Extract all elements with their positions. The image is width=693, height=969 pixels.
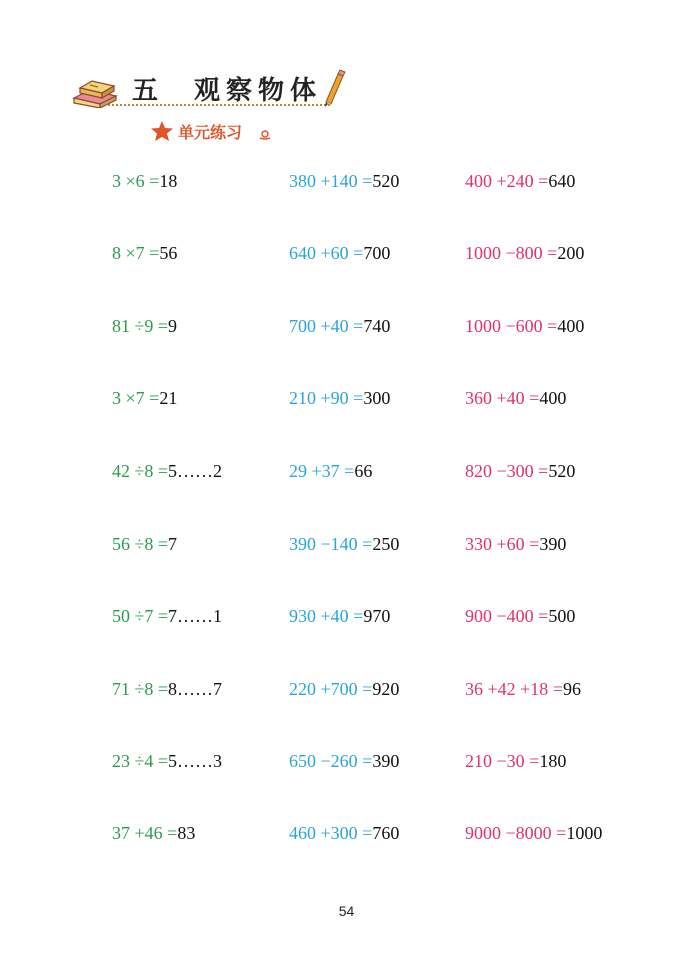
chapter-header [72, 66, 362, 116]
exercise-row [0, 746, 693, 776]
exercise-item [289, 311, 390, 341]
exercise-item [112, 818, 195, 848]
expression: 390 −140 = [289, 534, 373, 554]
answer: 400 [539, 388, 567, 408]
star-icon [150, 120, 174, 142]
exercise-row [0, 529, 693, 559]
answer: 250 [372, 534, 400, 554]
exercise-item [465, 601, 575, 631]
expression: 210 +90 = [289, 388, 364, 408]
expression: 37 +46 = [112, 823, 178, 843]
exercise-item [289, 383, 390, 413]
answer: 700 [363, 243, 391, 263]
page-number: 54 [338, 903, 355, 919]
exercise-row [0, 238, 693, 268]
answer: 96 [562, 679, 581, 699]
exercise-item [289, 601, 390, 631]
exercise-item [289, 529, 399, 559]
exercise-row [0, 383, 693, 413]
expression: 900 −400 = [465, 606, 549, 626]
expression: 360 +40 = [465, 388, 540, 408]
section-label: 单元练习 [178, 123, 243, 142]
answer: 83 [177, 823, 196, 843]
expression: 460 +300 = [289, 823, 373, 843]
exercise-item [112, 601, 222, 631]
expression: 42 ÷8 = [112, 461, 169, 481]
answer: 7 [168, 534, 178, 554]
expression: 9000 −8000 = [465, 823, 567, 843]
answer: 180 [539, 751, 567, 771]
exercise-item [289, 166, 399, 196]
expression: 640 +60 = [289, 243, 364, 263]
expression: 1000 −800 = [465, 243, 558, 263]
exercise-item [112, 383, 177, 413]
exercise-item [289, 818, 399, 848]
exercise-item [465, 529, 566, 559]
expression: 820 −300 = [465, 461, 549, 481]
answer: 400 [557, 316, 585, 336]
exercise-item [465, 818, 602, 848]
exercise-item [112, 456, 222, 486]
exercise-item [112, 529, 177, 559]
exercise-item [465, 456, 575, 486]
exercise-row [0, 674, 693, 704]
answer: 390 [539, 534, 567, 554]
exercise-item [465, 166, 575, 196]
expression: 400 +240 = [465, 171, 549, 191]
exercise-item [112, 166, 177, 196]
pencil-icon [322, 68, 346, 108]
exercise-item [465, 238, 584, 268]
expression: 71 ÷8 = [112, 679, 169, 699]
expression: 3 ×7 = [112, 388, 160, 408]
answer: 8……7 [168, 679, 223, 699]
answer: 18 [159, 171, 178, 191]
answer: 740 [363, 316, 391, 336]
answer: 520 [372, 171, 400, 191]
expression: 81 ÷9 = [112, 316, 169, 336]
answer: 500 [548, 606, 576, 626]
expression: 380 +140 = [289, 171, 373, 191]
answer: 5……2 [168, 461, 223, 481]
expression: 220 +700 = [289, 679, 373, 699]
exercise-item [289, 746, 399, 776]
expression: 3 ×6 = [112, 171, 160, 191]
exercise-item [465, 383, 566, 413]
expression: 50 ÷7 = [112, 606, 169, 626]
expression: 8 ×7 = [112, 243, 160, 263]
exercise-item [465, 746, 566, 776]
answer: 390 [372, 751, 400, 771]
exercise-item [112, 311, 177, 341]
answer: 5……3 [168, 751, 223, 771]
exercise-item [465, 311, 584, 341]
answer: 1000 [566, 823, 603, 843]
expression: 650 −260 = [289, 751, 373, 771]
expression: 330 +60 = [465, 534, 540, 554]
exercise-item [289, 456, 372, 486]
answer: 7……1 [168, 606, 223, 626]
answer: 200 [557, 243, 585, 263]
expression: 36 +42 +18 = [465, 679, 563, 699]
chapter-title: 观察物体 [194, 76, 323, 106]
answer: 920 [372, 679, 400, 699]
exercise-row [0, 311, 693, 341]
answer: 21 [159, 388, 178, 408]
swirl-icon [258, 128, 272, 140]
expression: 1000 −600 = [465, 316, 558, 336]
books-icon [72, 74, 118, 108]
answer: 520 [548, 461, 576, 481]
answer: 56 [159, 243, 178, 263]
expression: 23 ÷4 = [112, 751, 169, 771]
expression: 210 −30 = [465, 751, 540, 771]
expression: 56 ÷8 = [112, 534, 169, 554]
exercise-item [112, 674, 222, 704]
expression: 29 +37 = [289, 461, 355, 481]
answer: 760 [372, 823, 400, 843]
answer: 66 [354, 461, 373, 481]
exercise-row [0, 166, 693, 196]
exercise-row [0, 818, 693, 848]
exercise-row [0, 601, 693, 631]
exercise-item [112, 238, 177, 268]
exercise-item [289, 674, 399, 704]
answer: 640 [548, 171, 576, 191]
exercise-row [0, 456, 693, 486]
chapter-number: 五 [132, 76, 161, 106]
expression: 700 +40 = [289, 316, 364, 336]
exercise-item [112, 746, 222, 776]
answer: 970 [363, 606, 391, 626]
answer: 300 [363, 388, 391, 408]
expression: 930 +40 = [289, 606, 364, 626]
answer: 9 [168, 316, 178, 336]
exercise-item [289, 238, 390, 268]
exercise-item [465, 674, 581, 704]
